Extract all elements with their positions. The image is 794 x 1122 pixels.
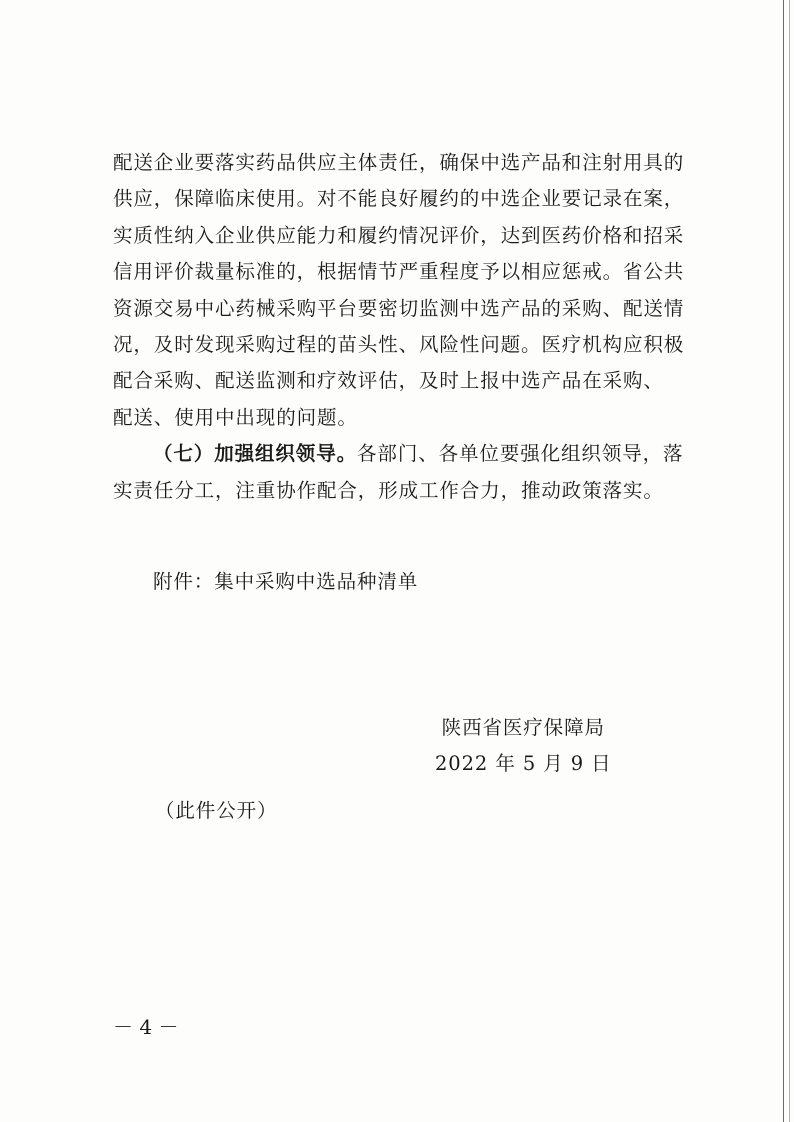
section-seven-line	[113, 436, 693, 472]
paragraph-line: 供应，保障临床使用。对不能良好履约的中选企业要记录在案，	[113, 187, 685, 211]
signature-block	[435, 710, 612, 782]
paragraph-line: 实质性纳入企业供应能力和履约情况评价，达到医药价格和招采	[113, 223, 685, 247]
paragraph-line: 况，及时发现采购过程的苗头性、风险性问题。医疗机构应积极	[113, 332, 685, 356]
attachment-note: 附件：集中采购中选品种清单	[153, 570, 419, 593]
paragraph-line: 信用评价裁量标准的，根据情节严重程度予以相应惩戒。省公共	[113, 260, 685, 284]
section-seven-text: 各部门、各单位要强化组织领导，落	[357, 442, 684, 466]
document-body	[113, 145, 693, 509]
paragraph-line: 配送、使用中出现的问题。	[113, 405, 358, 429]
issue-date: 2022 年 5 月 9 日	[435, 752, 612, 775]
paragraph-line: 配合采购、配送监测和疗效评估，及时上报中选产品在采购、	[113, 369, 664, 393]
issuing-organization: 陕西省医疗保障局	[441, 716, 605, 739]
page-edge-line-secondary	[789, 0, 790, 1122]
paragraph-line: 实责任分工，注重协作配合，形成工作合力，推动政策落实。	[113, 478, 664, 502]
page-edge-line	[783, 0, 784, 1122]
section-seven-heading: （七）加强组织领导。	[153, 442, 358, 466]
disclosure-note: （此件公开）	[155, 799, 278, 822]
paragraph-line: 资源交易中心药械采购平台要密切监测中选产品的采购、配送情	[113, 296, 685, 320]
paragraph-line: 配送企业要落实药品供应主体责任，确保中选产品和注射用具的	[113, 151, 685, 174]
page-number: － 4 －	[113, 1015, 179, 1039]
